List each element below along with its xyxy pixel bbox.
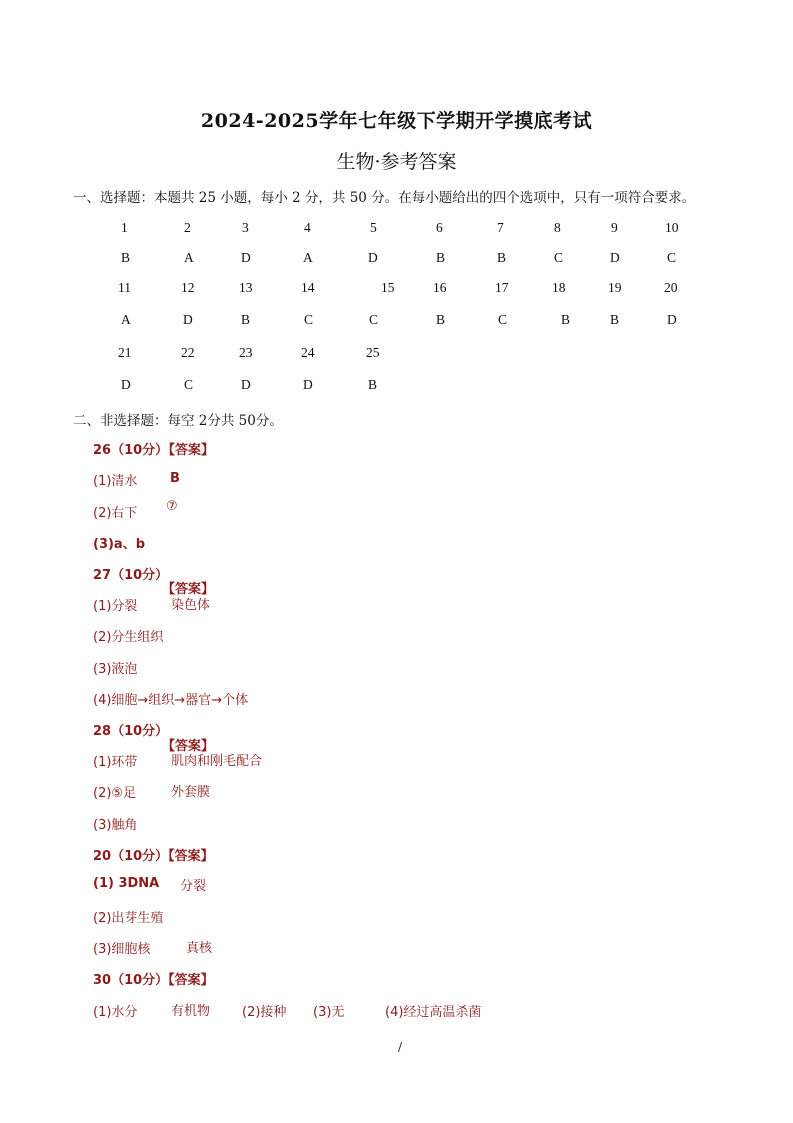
page-title: 2024-2025学年七年级下学期开学摸底考试 (200, 110, 593, 132)
answer-letter: B (610, 312, 620, 327)
answer-line: (2)分生组织 (93, 630, 164, 645)
answer-letter: B (368, 377, 378, 392)
answer-line: (2)⑤足 (93, 786, 137, 801)
question-number: 3 (242, 220, 249, 235)
question-number: 15 (381, 280, 395, 295)
answer-value: ⑦ (166, 499, 178, 514)
question-number: 17 (495, 280, 509, 295)
question-number: 18 (552, 280, 566, 295)
answer-letter: A (184, 250, 194, 265)
question-number: 1 (121, 220, 128, 235)
question-number: 13 (239, 280, 253, 295)
answer-letter: B (241, 312, 251, 327)
answer-line: (3)液泡 (93, 662, 138, 677)
answer-line: (3)无 (313, 1005, 345, 1020)
question-number: 14 (301, 280, 315, 295)
answer-letter: C (184, 377, 194, 392)
answer-line: (4)细胞→组织→器官→个体 (93, 693, 249, 708)
answer-value: 染色体 (171, 598, 211, 613)
question-number: 6 (436, 220, 443, 235)
answer-value: B (170, 471, 180, 486)
question-number: 22 (181, 345, 195, 360)
answer-letter: C (304, 312, 314, 327)
answer-letter: B (561, 312, 571, 327)
answer-letter: A (303, 250, 313, 265)
answer-letter: D (241, 377, 251, 392)
answer-tag: 【答案】 (162, 739, 215, 754)
answer-value: 分裂 (180, 879, 207, 894)
question-number: 2 (184, 220, 191, 235)
answer-letter: D (303, 377, 313, 392)
answer-value: 肌肉和刚毛配合 (171, 754, 263, 769)
answer-letter: B (497, 250, 507, 265)
page-subtitle: 生物·参考答案 (336, 151, 457, 173)
question-number: 10 (665, 220, 679, 235)
answer-tag: 【答案】 (162, 582, 215, 597)
question-number: 16 (433, 280, 447, 295)
question-number: 7 (497, 220, 504, 235)
answer-line: (1)水分 (93, 1005, 138, 1020)
answer-line: (3)细胞核 (93, 942, 151, 957)
question-header: 20（10分）【答案】 (93, 849, 214, 864)
question-number: 20 (664, 280, 678, 295)
question-number: 23 (239, 345, 253, 360)
answer-letter: C (369, 312, 379, 327)
question-number: 8 (554, 220, 561, 235)
answer-letter: D (667, 312, 677, 327)
answer-line: (3)触角 (93, 818, 138, 833)
answer-value: 有机物 (171, 1004, 211, 1019)
answer-letter: C (498, 312, 508, 327)
answer-letter: C (554, 250, 564, 265)
answer-letter: D (368, 250, 378, 265)
answer-letter: D (183, 312, 193, 327)
answer-line: (1)清水 (93, 474, 138, 489)
answer-value: 真核 (186, 941, 213, 956)
answer-letter: D (241, 250, 251, 265)
answer-line: (1)环带 (93, 755, 138, 770)
answer-line: (2)右下 (93, 506, 138, 521)
answer-value: 外套膜 (171, 785, 211, 800)
answer-letter: B (436, 250, 446, 265)
question-number: 4 (304, 220, 311, 235)
answer-letter: B (121, 250, 131, 265)
answer-line: (3)a、b (93, 537, 146, 552)
answer-letter: C (667, 250, 677, 265)
question-header: 27（10分） (93, 568, 169, 583)
answer-line: (4)经过高温杀菌 (385, 1005, 482, 1020)
answer-line: (1) 3DNA (93, 876, 160, 891)
question-header: 28（10分） (93, 724, 169, 739)
section-two-heading: 二、非选择题：每空 2分共 50分。 (73, 413, 283, 429)
answer-tag: 【答案】 (162, 443, 215, 458)
answer-line: (2)出芽生殖 (93, 911, 164, 926)
page-footer: / (398, 1040, 403, 1054)
question-number: 9 (611, 220, 618, 235)
question-number: 5 (370, 220, 377, 235)
question-header: 26（10分） (93, 443, 169, 458)
question-header: 30（10分）【答案】 (93, 973, 214, 988)
answer-line: (2)接种 (242, 1005, 287, 1020)
answer-line: (1)分裂 (93, 599, 138, 614)
answer-letter: D (121, 377, 131, 392)
question-number: 11 (118, 280, 131, 295)
answer-letter: A (121, 312, 131, 327)
question-number: 12 (181, 280, 195, 295)
section-one-heading: 一、选择题：本题共 25 小题，每小 2 分，共 50 分。在每小题给出的四个选项中，只有一项符合要求。 (73, 190, 696, 206)
answer-letter: B (436, 312, 446, 327)
question-number: 21 (118, 345, 132, 360)
question-number: 25 (366, 345, 380, 360)
answer-letter: D (610, 250, 620, 265)
question-number: 24 (301, 345, 315, 360)
question-number: 19 (608, 280, 622, 295)
